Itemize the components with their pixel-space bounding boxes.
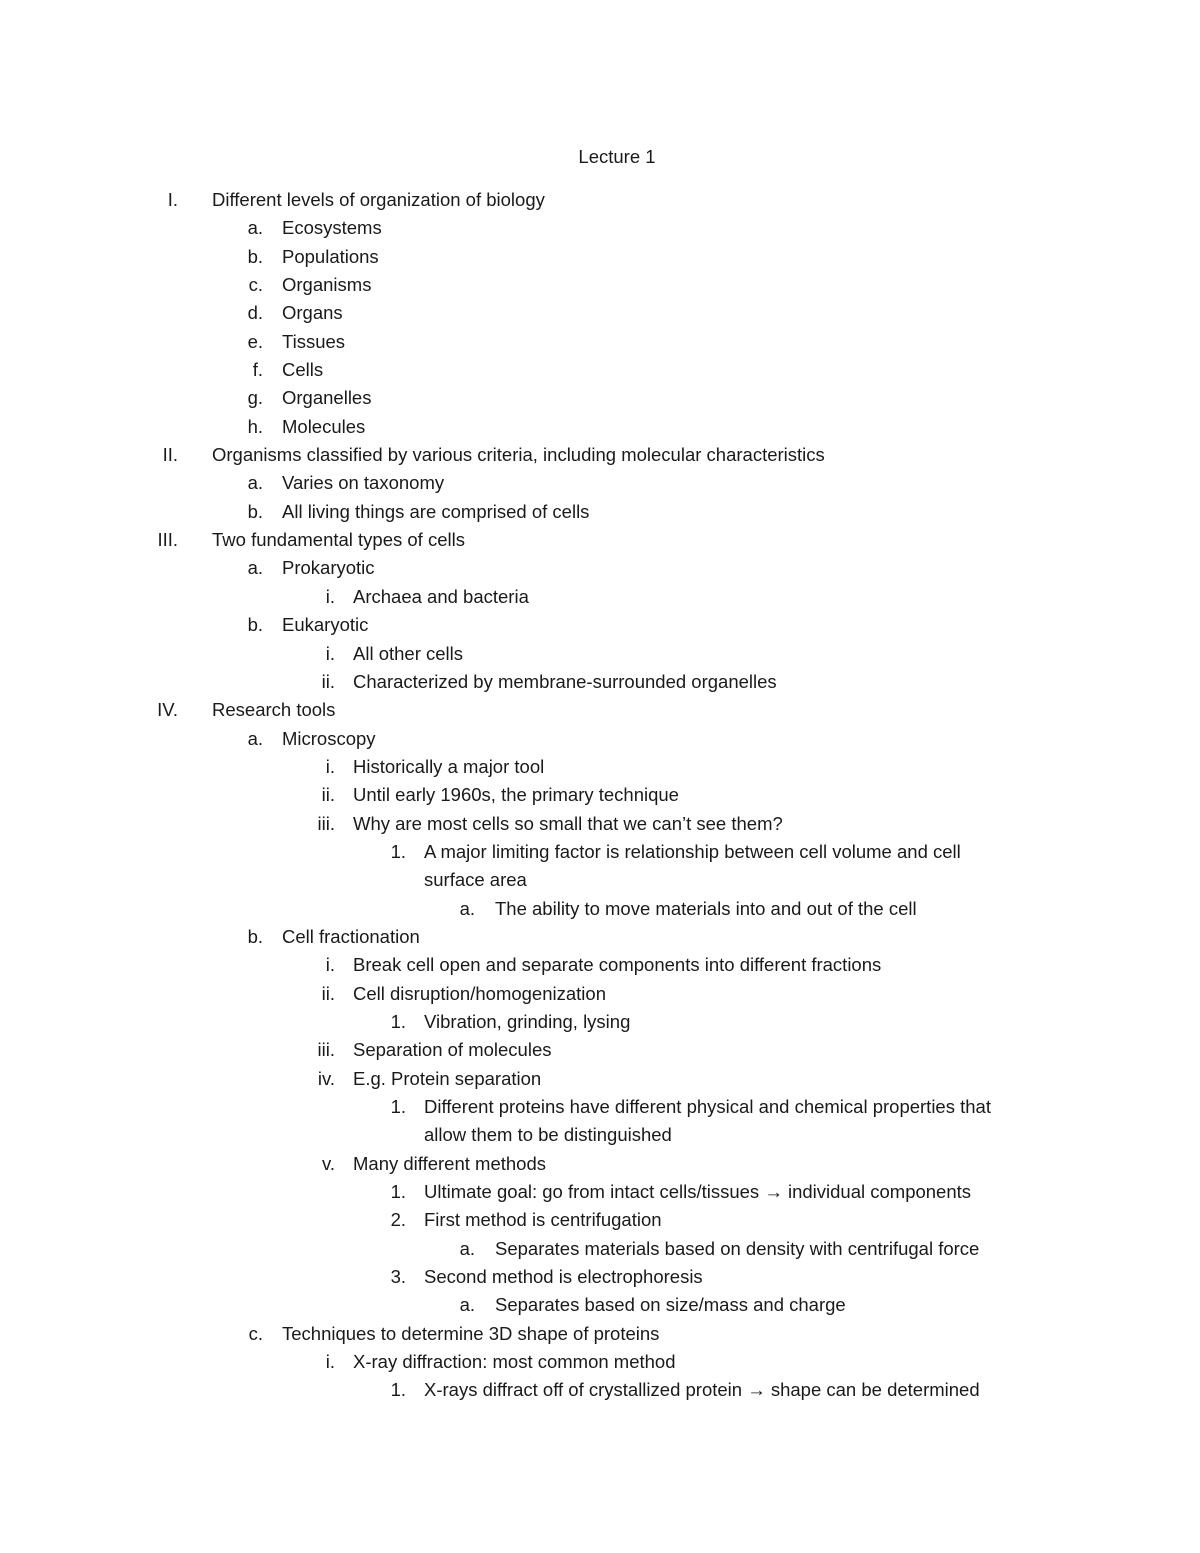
list-marker: h. bbox=[247, 415, 263, 437]
list-marker: b. bbox=[247, 925, 263, 947]
outline-line-number-item bbox=[0, 1093, 1200, 1121]
list-item-text: Eukaryotic bbox=[282, 614, 369, 636]
list-marker: i. bbox=[325, 755, 335, 777]
list-item-text: Many different methods bbox=[353, 1152, 546, 1174]
list-item-text: Ecosystems bbox=[282, 217, 382, 239]
list-marker: iii. bbox=[317, 1039, 335, 1061]
list-item-text: X-ray diffraction: most common method bbox=[353, 1351, 676, 1373]
outline-line-number-item bbox=[0, 1263, 1200, 1291]
list-marker: b. bbox=[247, 614, 263, 636]
list-item-text: Separation of molecules bbox=[353, 1039, 552, 1061]
outline-line-letter-item bbox=[0, 413, 1200, 441]
list-item-text: Microscopy bbox=[282, 727, 376, 749]
list-item-text: First method is centrifugation bbox=[424, 1209, 662, 1231]
list-marker: a. bbox=[247, 727, 263, 749]
list-item-text: A major limiting factor is relationship between cell volume and cell bbox=[424, 840, 961, 862]
list-item-text: Organelles bbox=[282, 387, 372, 409]
list-item-text: Ultimate goal: go from intact cells/tissues → individual components bbox=[424, 1181, 972, 1203]
list-marker: 1. bbox=[390, 840, 406, 862]
page-title: Lecture 1 bbox=[578, 146, 656, 167]
outline-line-letter-item bbox=[0, 554, 1200, 582]
list-marker: 1. bbox=[390, 1010, 406, 1032]
list-item-text: Organisms classified by various criteria, including molecular characteristics bbox=[212, 444, 825, 466]
list-marker: iv. bbox=[317, 1067, 335, 1089]
list-item-text: Prokaryotic bbox=[282, 557, 375, 579]
list-item-text: Organs bbox=[282, 302, 343, 324]
list-item-text: Cell disruption/homogenization bbox=[353, 982, 606, 1004]
list-marker: c. bbox=[248, 274, 263, 296]
outline-line-subroman-item bbox=[0, 640, 1200, 668]
outline-line-letter-item bbox=[0, 271, 1200, 299]
list-item-text: The ability to move materials into and out of the cell bbox=[495, 897, 917, 919]
list-marker: e. bbox=[247, 330, 263, 352]
list-item-text: Cells bbox=[282, 359, 324, 381]
outline-line-subroman-item bbox=[0, 1150, 1200, 1178]
outline-line-roman-item bbox=[0, 186, 1200, 214]
outline-line-letter-item bbox=[0, 469, 1200, 497]
list-item-text: Archaea and bacteria bbox=[353, 585, 529, 607]
outline-line-letter-item bbox=[0, 214, 1200, 242]
list-item-text: Two fundamental types of cells bbox=[212, 529, 465, 551]
list-marker: a. bbox=[247, 472, 263, 494]
outline-line-number-item bbox=[0, 1178, 1200, 1206]
list-marker: ii. bbox=[321, 784, 335, 806]
list-marker: II. bbox=[162, 444, 178, 466]
outline-line-letter-item bbox=[0, 611, 1200, 639]
list-item-text: Why are most cells so small that we can’t see them? bbox=[353, 812, 783, 834]
outline-line-letter-item bbox=[0, 328, 1200, 356]
list-marker: ii. bbox=[321, 670, 335, 692]
list-marker: i. bbox=[325, 642, 335, 664]
outline-line-letter-item bbox=[0, 923, 1200, 951]
list-marker: c. bbox=[248, 1322, 263, 1344]
outline-line-number-item bbox=[0, 1008, 1200, 1036]
list-marker: d. bbox=[247, 302, 263, 324]
list-marker: i. bbox=[325, 954, 335, 976]
outline-line-subletter-item bbox=[0, 1235, 1200, 1263]
list-item-text: Separates based on size/mass and charge bbox=[495, 1294, 846, 1316]
outline-line-number-item bbox=[0, 1206, 1200, 1234]
list-item-text: Cell fractionation bbox=[282, 925, 420, 947]
outline-line-subroman-item bbox=[0, 810, 1200, 838]
outline-line-subletter-item bbox=[0, 895, 1200, 923]
outline-line-subroman-item bbox=[0, 980, 1200, 1008]
list-item-text: All living things are comprised of cells bbox=[282, 500, 590, 522]
list-marker: v. bbox=[321, 1152, 335, 1174]
list-item-text: E.g. Protein separation bbox=[353, 1067, 542, 1089]
list-item-text: Break cell open and separate components into different fractions bbox=[353, 954, 882, 976]
outline-line-roman-item bbox=[0, 696, 1200, 724]
outline-line-subletter-item bbox=[0, 1291, 1200, 1319]
list-item-text: Tissues bbox=[282, 330, 346, 352]
list-marker: g. bbox=[247, 387, 263, 409]
list-item-text: All other cells bbox=[353, 642, 464, 664]
outline-line-letter-item bbox=[0, 299, 1200, 327]
list-marker: I. bbox=[167, 189, 178, 210]
outline-line-subroman-item bbox=[0, 951, 1200, 979]
list-marker: IV. bbox=[157, 699, 178, 721]
list-marker: f. bbox=[252, 359, 263, 381]
outline-line-number-item bbox=[0, 838, 1200, 866]
list-marker: i. bbox=[325, 585, 335, 607]
outline-line-number-item bbox=[0, 1376, 1200, 1404]
outline-line-number-item bbox=[0, 1121, 1200, 1149]
list-item-text: Until early 1960s, the primary technique bbox=[353, 784, 679, 806]
outline-line-roman-item bbox=[0, 526, 1200, 554]
list-item-text: Vibration, grinding, lysing bbox=[424, 1010, 631, 1032]
outline-line-subroman-item bbox=[0, 1065, 1200, 1093]
outline-line-subroman-item bbox=[0, 1348, 1200, 1376]
list-marker: III. bbox=[157, 529, 178, 551]
list-marker: a. bbox=[459, 1237, 475, 1259]
list-item-text: Different levels of organization of biology bbox=[212, 189, 545, 210]
list-item-text: Research tools bbox=[212, 699, 336, 721]
list-item-text: Techniques to determine 3D shape of proteins bbox=[282, 1322, 660, 1344]
list-marker: 2. bbox=[390, 1209, 406, 1231]
outline-line-letter-item bbox=[0, 498, 1200, 526]
list-marker: iii. bbox=[317, 812, 335, 834]
list-item-text: Different proteins have different physical and chemical properties that bbox=[424, 1096, 991, 1117]
lecture-outline bbox=[0, 186, 1200, 1405]
list-marker: a. bbox=[247, 217, 263, 239]
outline-line-subroman-item bbox=[0, 753, 1200, 781]
list-item-text: Populations bbox=[282, 245, 379, 267]
outline-line-subroman-item bbox=[0, 781, 1200, 809]
outline-line-number-item bbox=[0, 866, 1200, 894]
outline-line-subroman-item bbox=[0, 1036, 1200, 1064]
outline-line-subroman-item bbox=[0, 668, 1200, 696]
list-marker: b. bbox=[247, 500, 263, 522]
list-marker: a. bbox=[459, 1294, 475, 1316]
list-marker: 1. bbox=[390, 1181, 406, 1203]
outline-line-letter-item bbox=[0, 1320, 1200, 1348]
list-marker: i. bbox=[325, 1351, 335, 1373]
list-item-text: Historically a major tool bbox=[353, 755, 545, 777]
list-item-text: surface area bbox=[424, 869, 527, 891]
list-marker: b. bbox=[247, 245, 263, 267]
outline-line-letter-item bbox=[0, 356, 1200, 384]
list-item-text: Organisms bbox=[282, 274, 372, 296]
outline-line-letter-item bbox=[0, 243, 1200, 271]
list-marker: a. bbox=[247, 557, 263, 579]
outline-line-letter-item bbox=[0, 725, 1200, 753]
list-marker: 3. bbox=[390, 1266, 406, 1288]
outline-line-roman-item bbox=[0, 441, 1200, 469]
list-item-text: Characterized by membrane-surrounded organelles bbox=[353, 670, 777, 692]
list-marker: 1. bbox=[390, 1379, 406, 1401]
list-item-text: allow them to be distinguished bbox=[424, 1124, 672, 1146]
list-marker: a. bbox=[459, 897, 475, 919]
list-item-text: Molecules bbox=[282, 415, 366, 437]
list-item-text: X-rays diffract off of crystallized protein → shape can be determined bbox=[424, 1379, 980, 1401]
list-item-text: Separates materials based on density with centrifugal force bbox=[495, 1237, 980, 1259]
list-marker: ii. bbox=[321, 982, 335, 1004]
list-item-text: Varies on taxonomy bbox=[282, 472, 445, 494]
list-item-text: Second method is electrophoresis bbox=[424, 1266, 703, 1288]
outline-line-letter-item bbox=[0, 384, 1200, 412]
outline-line-subroman-item bbox=[0, 583, 1200, 611]
list-marker: 1. bbox=[390, 1096, 406, 1117]
